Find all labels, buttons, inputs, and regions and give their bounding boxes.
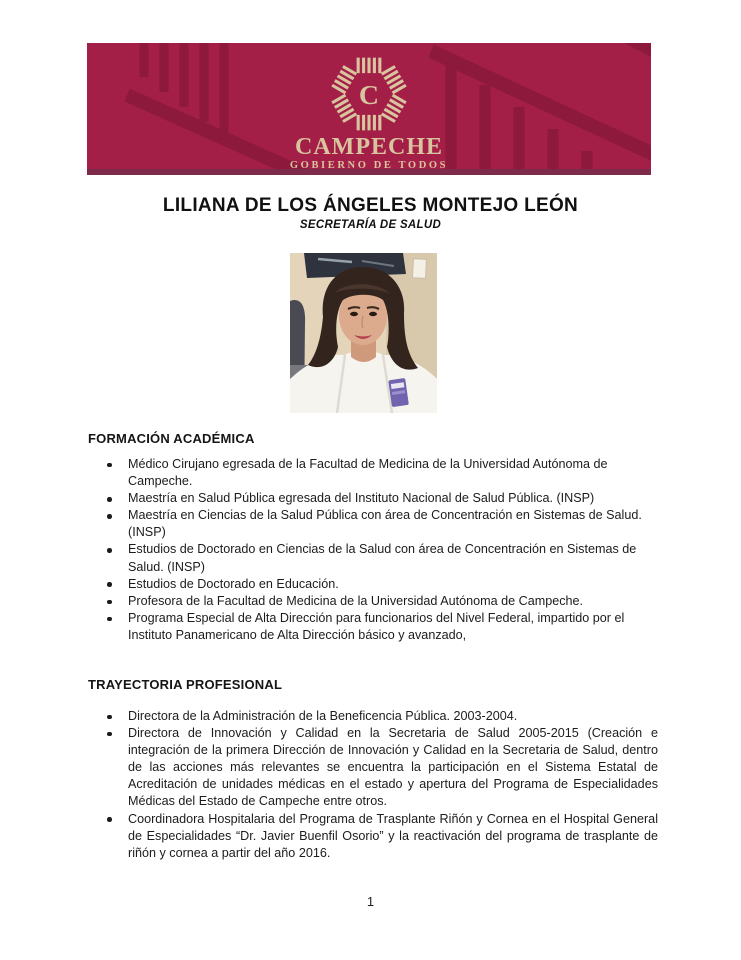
list-item: Directora de Innovación y Calidad en la Secretaria de Salud 2005-2015 (Creación e integración de la primera Dirección de Innovación y Calidad en la Secretaria de Salud, dentro de las acciones más relevantes se encuentra la participación en el Sistema Estatal de Acreditación de unidades médicas en el estado y apertura del Programa de Especialidades Médicas del Estado de Campeche entre otros.: [88, 725, 658, 810]
section-heading: FORMACIÓN ACADÉMICA: [88, 431, 255, 446]
person-role-subtitle: SECRETARÍA DE SALUD: [299, 219, 442, 231]
campeche-banner: [87, 43, 651, 175]
campeche-wordmark: CAMPECHE: [295, 134, 443, 160]
portrait-photo: [290, 253, 437, 413]
section-heading: TRAYECTORIA PROFESIONAL: [88, 677, 283, 692]
campeche-tagline: GOBIERNO DE TODOS: [289, 160, 449, 171]
banner-logo-block: [87, 43, 651, 172]
list-item: Programa Especial de Alta Dirección para funcionarios del Nivel Federal, impartido por el Instituto Panamericano de Alta Dirección básico y avanzado,: [88, 610, 658, 644]
list-item: Maestría en Ciencias de la Salud Pública con área de Concentración en Sistemas de Salud. (INSP): [88, 507, 658, 541]
campeche-logo-icon: [330, 53, 408, 135]
list-item: Directora de la Administración de la Beneficencia Pública. 2003-2004.: [88, 708, 658, 725]
list-item: Estudios de Doctorado en Educación.: [88, 576, 658, 593]
formacion-bullet-list: [88, 456, 658, 644]
list-item: Maestría en Salud Pública egresada del Instituto Nacional de Salud Pública. (INSP): [88, 490, 658, 507]
person-name-title: LILIANA DE LOS ÁNGELES MONTEJO LEÓN: [162, 195, 579, 216]
list-item: Médico Cirujano egresada de la Facultad de Medicina de la Universidad Autónoma de Campeche.: [88, 456, 658, 490]
page-number: 1: [366, 894, 375, 909]
svg-text:C: C: [358, 80, 380, 112]
list-item: Profesora de la Facultad de Medicina de la Universidad Autónoma de Campeche.: [88, 593, 658, 610]
trayectoria-bullet-list: [88, 708, 658, 862]
list-item: Estudios de Doctorado en Ciencias de la Salud con área de Concentración en Sistemas de Salud. (INSP): [88, 541, 658, 575]
list-item: Coordinadora Hospitalaria del Programa de Trasplante Riñón y Cornea en el Hospital General de Especialidades “Dr. Javier Buenfil Osorio” y la reactivación del programa de trasplante de riñón y cornea a partir del año 2016.: [88, 811, 658, 862]
